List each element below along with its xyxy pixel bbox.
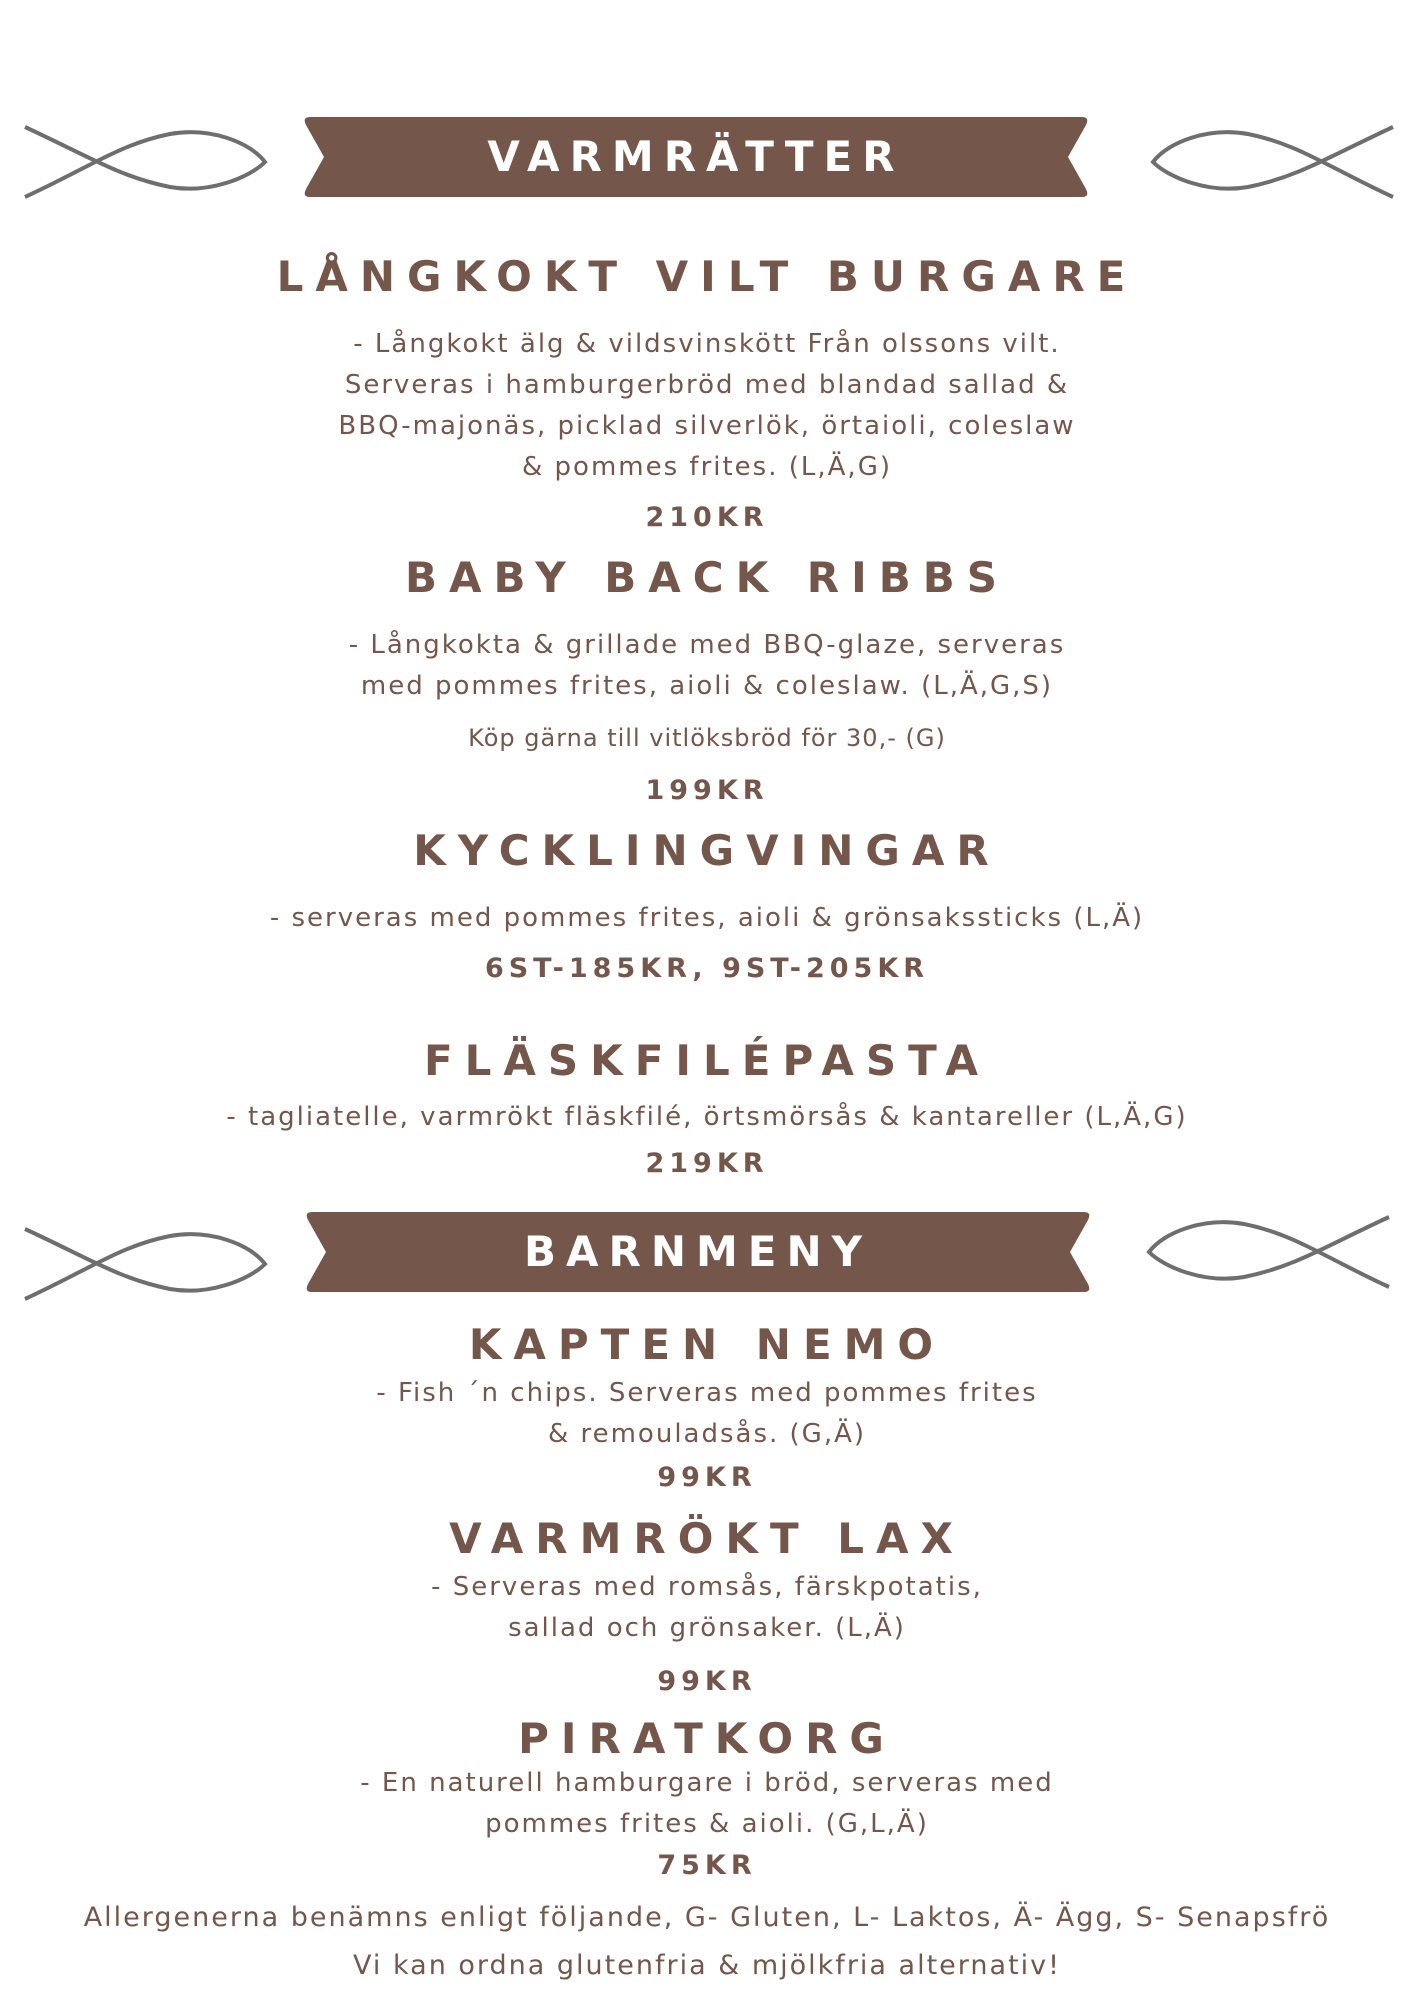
description-line: med pommes frites, aioli & coleslaw. (L,Ä,G,S) — [360, 671, 1054, 701]
dish-description — [0, 1763, 1414, 1845]
description-line: & pommes frites. (L,Ä,G) — [522, 452, 892, 482]
fish-icon — [20, 122, 270, 202]
dish-price: 6ST-185KR, 9ST-205KR — [484, 953, 930, 984]
description-line: Serveras i hamburgerbröd med blandad sallad & — [344, 370, 1070, 400]
dish-description — [0, 324, 1414, 488]
dish-description — [0, 625, 1414, 707]
description-line: - En naturell hamburgare i bröd, serveras med — [360, 1768, 1054, 1798]
dish-price: 210KR — [645, 502, 769, 533]
dish-title: KAPTEN NEMO — [468, 1320, 946, 1369]
dish-description — [0, 898, 1414, 939]
dish-price: 99KR — [657, 1666, 757, 1697]
dish-price: 75KR — [657, 1850, 757, 1881]
fish-icon — [1148, 122, 1398, 202]
allergen-info: Allergenerna benämns enligt följande, G- Gluten, L- Laktos, Ä- Ägg, S- Senapsfrö — [83, 1902, 1331, 1933]
section-banner-kids — [304, 1212, 1092, 1292]
description-line: pommes frites & aioli. (G,L,Ä) — [485, 1809, 929, 1839]
dish-title: FLÄSKFILÉPASTA — [423, 1036, 991, 1085]
dish-title: PIRATKORG — [518, 1714, 896, 1763]
dish-description — [0, 1567, 1414, 1649]
dish-title: KYCKLINGVINGAR — [413, 826, 1001, 875]
dish-price: 99KR — [657, 1462, 757, 1493]
description-line: - Fish ´n chips. Serveras med pommes frites — [376, 1378, 1038, 1408]
dish-title: BABY BACK RIBBS — [404, 553, 1010, 602]
dish-description — [0, 1097, 1414, 1138]
section-banner-main — [302, 117, 1090, 197]
description-line: - Långkokta & grillade med BBQ-glaze, serveras — [348, 630, 1066, 660]
dish-price: 199KR — [645, 775, 769, 806]
dish-title: LÅNGKOKT VILT BURGARE — [276, 252, 1138, 301]
description-line: - tagliatelle, varmrökt fläskfilé, örtsmörsås & kantareller (L,Ä,G) — [226, 1102, 1188, 1132]
fish-icon — [20, 1224, 270, 1304]
description-line: BBQ-majonäs, picklad silverlök, örtaioli, coleslaw — [338, 411, 1076, 441]
section-title: BARNMENY — [523, 1227, 873, 1276]
dish-description — [0, 1373, 1414, 1455]
alternatives-info: Vi kan ordna glutenfria & mjölkfria alternativ! — [353, 1950, 1061, 1981]
section-title: VARMRÄTTER — [487, 132, 905, 181]
fish-icon — [1144, 1212, 1394, 1292]
description-line: - Serveras med romsås, färskpotatis, — [431, 1572, 983, 1602]
dish-price: 219KR — [645, 1148, 769, 1179]
dish-title: VARMRÖKT LAX — [449, 1514, 965, 1563]
description-line: sallad och grönsaker. (L,Ä) — [508, 1613, 906, 1643]
description-line: - Långkokt älg & vildsvinskött Från olssons vilt. — [353, 329, 1061, 359]
description-line: - serveras med pommes frites, aioli & grönsakssticks (L,Ä) — [269, 903, 1145, 933]
description-line: & remouladsås. (G,Ä) — [547, 1419, 867, 1449]
dish-note: Köp gärna till vitlöksbröd för 30,- (G) — [468, 724, 946, 752]
